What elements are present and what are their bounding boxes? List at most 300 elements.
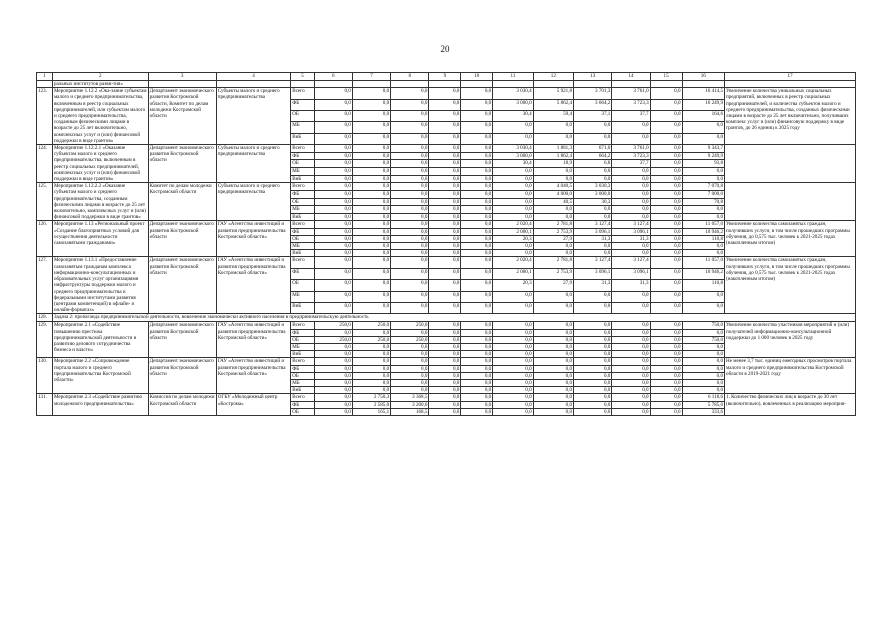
budget-value: 0,0 <box>533 387 573 394</box>
budget-value: 3 723,3 <box>612 152 650 160</box>
budget-value: 0,0 <box>352 190 390 198</box>
budget-value: 0,0 <box>650 322 682 329</box>
budget-value: 0,0 <box>612 322 650 329</box>
budget-value: 9 249,9 <box>682 152 725 160</box>
budget-value: 0,0 <box>612 372 650 379</box>
budget-value: 0,0 <box>650 160 682 168</box>
budget-value: 0,0 <box>461 221 493 228</box>
budget-value: 0,0 <box>533 394 573 401</box>
budget-value: 0,0 <box>461 372 493 379</box>
budget-value: 0,0 <box>493 387 533 394</box>
budget-value: 0,0 <box>650 183 682 191</box>
budget-value: 0,0 <box>461 122 493 133</box>
budget-value: 0,0 <box>352 243 390 250</box>
budget-value: 0,0 <box>314 206 352 214</box>
budget-value: 0,0 <box>391 228 429 235</box>
budget-value: 0,0 <box>461 250 493 257</box>
task-text: Задача 2: пропаганда предпринимательской деятельности, вовлечение экономически активного населения в предпринимательскую деятельность <box>52 314 855 322</box>
budget-value: 0,0 <box>461 387 493 394</box>
budget-value: 16 414,5 <box>682 88 725 99</box>
budget-value: 0,0 <box>461 110 493 121</box>
budget-value: 0,0 <box>650 336 682 343</box>
empty-cell <box>429 81 461 88</box>
budget-value: 0,0 <box>391 160 429 168</box>
budget-value: 0,0 <box>493 167 533 175</box>
budget-value: 0,0 <box>391 291 429 302</box>
budget-value: 0,0 <box>429 365 461 372</box>
measure-name: Мероприятие 2.2 «Сопровождение портала малого и среднего предпринимательства Костромской области» <box>52 358 148 394</box>
budget-value: 0,0 <box>682 351 725 358</box>
budget-value: 671,0 <box>574 145 612 153</box>
budget-value: 3 701,3 <box>574 88 612 99</box>
budget-value: 0,0 <box>574 329 612 336</box>
budget-value: 0,0 <box>682 302 725 313</box>
source-label: Всего <box>291 358 314 365</box>
budget-value: 0,0 <box>682 167 725 175</box>
budget-value: 0,0 <box>461 198 493 206</box>
budget-value: 0,0 <box>429 250 461 257</box>
budget-value: 0,0 <box>533 358 573 365</box>
column-number: 17 <box>725 73 856 81</box>
budget-value: 20,3 <box>493 280 533 291</box>
executor: Департамент экономического развития Костромской области <box>148 358 216 394</box>
source-label: МБ <box>291 122 314 133</box>
budget-value: 0,0 <box>461 280 493 291</box>
budget-value: 0,0 <box>650 122 682 133</box>
budget-value: 0,0 <box>650 358 682 365</box>
executor: Комиссия по делам молодежи Костромской области <box>148 394 216 416</box>
budget-value: 0,0 <box>352 88 390 99</box>
executor: Департамент экономического развития Костромской области, Комитет по делам молодежи Костромской области <box>148 88 216 145</box>
budget-value: 0,0 <box>612 365 650 372</box>
continuation-text: ральных институтов разви-тия» <box>52 81 148 88</box>
budget-value: 3 127,4 <box>574 257 612 268</box>
budget-value: 0,0 <box>682 206 725 214</box>
budget-value: 0,0 <box>352 250 390 257</box>
budget-value: 0,0 <box>314 235 352 242</box>
budget-value: 0,0 <box>429 358 461 365</box>
row-number: 126. <box>37 221 53 257</box>
measure-name: Мероприятие 1.13.1 «Предоставление самозанятым гражданам комплекса информационно-консультационных и образовательных услуг организациями инфраструктуры поддержки малого и среднего предпринимательства и федеральными институтами развития (центрами компетенций) в офлайн- и онлайн-форматах» <box>52 257 148 314</box>
budget-value: 0,0 <box>429 401 461 408</box>
budget-value: 0,0 <box>314 183 352 191</box>
budget-value: 0,0 <box>574 351 612 358</box>
budget-value: 0,0 <box>352 122 390 133</box>
expected-result: 1. Количество физических лиц в возрасте до 30 лет (включительно), вовлеченных в реализацию мероприя- <box>725 394 856 416</box>
source-label: ОБ <box>291 408 314 415</box>
source-label: ОБ <box>291 110 314 121</box>
budget-value: 0,0 <box>352 99 390 110</box>
budget-value: 0,0 <box>574 167 612 175</box>
budget-value: 0,0 <box>612 198 650 206</box>
budget-value: 30,4 <box>493 110 533 121</box>
budget-value: 2 020,4 <box>493 221 533 228</box>
budget-value: 0,0 <box>533 122 573 133</box>
source-label: МБ <box>291 243 314 250</box>
budget-value: 18,9 <box>533 160 573 168</box>
budget-value: 27,9 <box>533 280 573 291</box>
budget-value: 0,0 <box>314 190 352 198</box>
budget-value: 0,0 <box>493 322 533 329</box>
budget-value: 0,0 <box>650 401 682 408</box>
expected-result: Увеличение количества самозанятых граждан, получивших услуги, в том числе прошедших программы обучения, до 0,575 тыс. человек к 2021-2025 годах (накопленным итогом) <box>725 257 856 314</box>
budget-value: 11 057,0 <box>682 257 725 268</box>
budget-value: 0,0 <box>429 372 461 379</box>
budget-value: 0,0 <box>612 329 650 336</box>
budget-value: 0,0 <box>493 122 533 133</box>
budget-value: 30,4 <box>493 160 533 168</box>
budget-value: 0,0 <box>352 280 390 291</box>
budget-value: 0,0 <box>574 365 612 372</box>
budget-value: 0,0 <box>493 379 533 386</box>
source-label: ВнБ <box>291 250 314 257</box>
recipient: ОГБУ «Молодежный центр «Кострома» <box>216 394 290 416</box>
budget-value: 0,0 <box>461 183 493 191</box>
budget-value: 0,0 <box>461 268 493 279</box>
budget-value: 0,0 <box>314 291 352 302</box>
table-row <box>37 322 856 329</box>
budget-value: 0,0 <box>352 198 390 206</box>
budget-value: 0,0 <box>429 387 461 394</box>
budget-value: 0,0 <box>429 122 461 133</box>
source-label: ОБ <box>291 280 314 291</box>
budget-value: 0,0 <box>314 175 352 183</box>
budget-value: 110,8 <box>682 280 725 291</box>
budget-value: 0,0 <box>612 167 650 175</box>
budget-value: 3 127,4 <box>574 221 612 228</box>
budget-value: 0,0 <box>533 343 573 350</box>
budget-value: 0,0 <box>352 379 390 386</box>
page-number: 20 <box>440 44 450 54</box>
source-label: ОБ <box>291 235 314 242</box>
budget-value: 0,0 <box>650 280 682 291</box>
budget-value: 0,0 <box>391 280 429 291</box>
budget-value: 0,0 <box>650 213 682 221</box>
budget-value: 0,0 <box>493 394 533 401</box>
budget-value: 0,0 <box>352 372 390 379</box>
budget-value: 0,0 <box>574 175 612 183</box>
budget-value: 0,0 <box>650 167 682 175</box>
source-label: ОБ <box>291 336 314 343</box>
budget-value: 110,8 <box>682 235 725 242</box>
budget-value: 0,0 <box>314 394 352 401</box>
budget-value: 0,0 <box>391 99 429 110</box>
budget-value: 250,0 <box>352 322 390 329</box>
budget-value: 0,0 <box>352 235 390 242</box>
column-number: 13 <box>574 73 612 81</box>
source-label: ВнБ <box>291 175 314 183</box>
budget-value: 27,9 <box>533 235 573 242</box>
budget-value: 0,0 <box>533 336 573 343</box>
budget-value: 0,0 <box>429 99 461 110</box>
budget-value: 0,0 <box>533 329 573 336</box>
budget-value: 0,0 <box>612 183 650 191</box>
budget-value: 0,0 <box>493 401 533 408</box>
budget-value: 0,0 <box>650 365 682 372</box>
expected-result <box>725 183 856 221</box>
budget-value: 0,0 <box>352 268 390 279</box>
budget-value: 0,0 <box>682 358 725 365</box>
budget-value: 0,0 <box>352 291 390 302</box>
budget-value: 0,0 <box>612 343 650 350</box>
budget-value: 0,0 <box>314 110 352 121</box>
budget-value: 2 753,9 <box>533 228 573 235</box>
budget-value: 0,0 <box>682 379 725 386</box>
budget-value: 0,0 <box>429 243 461 250</box>
budget-value: 0,0 <box>461 190 493 198</box>
budget-value: 0,0 <box>493 190 533 198</box>
budget-value: 0,0 <box>314 302 352 313</box>
budget-value: 0,0 <box>574 250 612 257</box>
recipient: ГАУ «Агентство инвестиций и развития предпринимательства Костромской области» <box>216 221 290 257</box>
budget-value: 0,0 <box>461 175 493 183</box>
budget-value: 0,0 <box>461 99 493 110</box>
budget-value: 0,0 <box>612 351 650 358</box>
budget-value: 164,6 <box>682 110 725 121</box>
empty-cell <box>291 81 314 88</box>
budget-value: 0,0 <box>429 88 461 99</box>
budget-value: 3 127,4 <box>612 221 650 228</box>
executor: Департамент экономического развития Костромской области <box>148 322 216 358</box>
budget-value: 0,0 <box>682 250 725 257</box>
empty-cell <box>493 81 533 88</box>
budget-value: 0,0 <box>461 160 493 168</box>
empty-cell <box>216 81 290 88</box>
budget-value: 0,0 <box>314 268 352 279</box>
budget-value: 750,0 <box>682 336 725 343</box>
budget-value: 0,0 <box>574 401 612 408</box>
source-label: ФБ <box>291 329 314 336</box>
budget-value: 3 723,3 <box>612 99 650 110</box>
budget-value: 0,0 <box>612 379 650 386</box>
budget-value: 0,0 <box>391 302 429 313</box>
budget-value: 0,0 <box>352 221 390 228</box>
empty-cell <box>682 81 725 88</box>
budget-value: 0,0 <box>314 167 352 175</box>
source-label: ФБ <box>291 365 314 372</box>
budget-value: 0,0 <box>314 401 352 408</box>
budget-value: 0,0 <box>612 401 650 408</box>
budget-value: 0,0 <box>314 358 352 365</box>
measure-name: Мероприятие 1.13 «Региональный проект «Создание благоприятных условий для осуществления деятельности самозанятыми гражданами» <box>52 221 148 257</box>
budget-value: 0,0 <box>461 401 493 408</box>
budget-value: 0,0 <box>533 351 573 358</box>
budget-value: 0,0 <box>314 387 352 394</box>
budget-value: 0,0 <box>352 110 390 121</box>
budget-value: 0,0 <box>612 122 650 133</box>
budget-value: 0,0 <box>682 365 725 372</box>
budget-value: 0,0 <box>461 365 493 372</box>
budget-value: 0,0 <box>493 372 533 379</box>
budget-value: 0,0 <box>650 206 682 214</box>
budget-value: 0,0 <box>461 133 493 144</box>
budget-value: 0,0 <box>493 336 533 343</box>
budget-value: 0,0 <box>391 250 429 257</box>
budget-value: 0,0 <box>650 88 682 99</box>
budget-value: 30,3 <box>574 198 612 206</box>
budget-value: 0,0 <box>391 167 429 175</box>
budget-value: 0,0 <box>650 387 682 394</box>
budget-value: 0,0 <box>612 336 650 343</box>
budget-value: 0,0 <box>391 183 429 191</box>
budget-value: 0,0 <box>352 175 390 183</box>
budget-value: 0,0 <box>429 329 461 336</box>
row-number: 124. <box>37 145 53 183</box>
source-label: МБ <box>291 343 314 350</box>
budget-value: 0,0 <box>429 257 461 268</box>
budget-value: 0,0 <box>574 206 612 214</box>
budget-value: 0,0 <box>461 145 493 153</box>
budget-value: 0,0 <box>461 167 493 175</box>
budget-value: 0,0 <box>352 302 390 313</box>
expected-result: Увеличение количества самозанятых граждан, получивших услуги, в том числе прошедших программы обучения, до 0,575 тыс. человек к 2021-2025 годах (накопленным итогом) <box>725 221 856 257</box>
budget-value: 0,0 <box>574 213 612 221</box>
budget-value: 0,0 <box>493 243 533 250</box>
budget-value: 0,0 <box>314 160 352 168</box>
column-number: 1 <box>37 73 53 81</box>
column-number: 2 <box>52 73 148 81</box>
budget-value: 0,0 <box>493 329 533 336</box>
budget-value: 10 946,2 <box>682 228 725 235</box>
budget-value: 0,0 <box>574 379 612 386</box>
recipient: Субъекты малого и среднего предпринимательства <box>216 183 290 221</box>
budget-value: 3 096,1 <box>612 228 650 235</box>
budget-value: 0,0 <box>533 379 573 386</box>
budget-value: 3 664,2 <box>574 99 612 110</box>
budget-value: 5 921,8 <box>533 88 573 99</box>
table-row <box>37 358 856 365</box>
budget-value: 59,4 <box>533 110 573 121</box>
budget-value: 0,0 <box>429 379 461 386</box>
budget-value: 0,0 <box>461 351 493 358</box>
budget-value: 0,0 <box>650 257 682 268</box>
expected-result: Не менее 3,7 тыс. единиц ежегодных просмотров портала малого и среднего предпринимательства Костромской области в 2019-2021 году <box>725 358 856 394</box>
budget-value: 250,0 <box>352 336 390 343</box>
budget-value: 0,0 <box>493 351 533 358</box>
column-number: 14 <box>612 73 650 81</box>
budget-value: 0,0 <box>461 228 493 235</box>
budget-value: 0,0 <box>461 379 493 386</box>
budget-value: 0,0 <box>314 221 352 228</box>
budget-value: 31,3 <box>574 235 612 242</box>
budget-value: 0,0 <box>429 167 461 175</box>
budget-value: 0,0 <box>493 358 533 365</box>
budget-value: 0,0 <box>391 387 429 394</box>
budget-value: 70,8 <box>682 198 725 206</box>
table-row <box>37 88 856 99</box>
budget-value: 0,0 <box>429 190 461 198</box>
budget-value: 0,0 <box>682 122 725 133</box>
budget-value: 250,0 <box>314 322 352 329</box>
budget-value: 0,0 <box>391 198 429 206</box>
budget-value: 20,3 <box>493 235 533 242</box>
budget-value: 0,0 <box>391 152 429 160</box>
budget-value: 0,0 <box>650 379 682 386</box>
budget-value: 0,0 <box>650 351 682 358</box>
measure-name: Мероприятие 1.12.2.2 «Оказание субъектам малого и среднего предпринимательства, созданным физическими лицами в возрасте до 25 лет включительно, комплексных услуг и (или) финансовой поддержки в виде грантов» <box>52 183 148 221</box>
column-number: 16 <box>682 73 725 81</box>
budget-value: 0,0 <box>314 88 352 99</box>
budget-value: 0,0 <box>314 343 352 350</box>
budget-value: 0,0 <box>391 235 429 242</box>
budget-value: 0,0 <box>461 336 493 343</box>
budget-value: 0,0 <box>391 268 429 279</box>
budget-value: 0,0 <box>461 302 493 313</box>
budget-value: 40,5 <box>533 198 573 206</box>
budget-value: 0,0 <box>612 358 650 365</box>
budget-value: 2 750,3 <box>352 394 390 401</box>
measure-name: Мероприятие 1.12.2.1 «Оказание субъектам малого и среднего предпринимательства, включенным в реестр социальных предпринимателей, комплексных услуг и (или) финансовой поддержки в виде грантов» <box>52 145 148 183</box>
budget-value: 9 343,7 <box>682 145 725 153</box>
source-label: Всего <box>291 145 314 153</box>
column-number: 6 <box>314 73 352 81</box>
budget-value: 2 000,1 <box>493 268 533 279</box>
budget-value: 3 096,1 <box>612 268 650 279</box>
budget-value: 0,0 <box>352 206 390 214</box>
budget-value: 11 057,0 <box>682 221 725 228</box>
budget-value: 0,0 <box>612 408 650 415</box>
budget-value: 0,0 <box>533 167 573 175</box>
budget-value: 0,0 <box>493 213 533 221</box>
source-label: Всего <box>291 394 314 401</box>
budget-value: 0,0 <box>391 175 429 183</box>
budget-value: 2 781,8 <box>533 221 573 228</box>
budget-value: 0,0 <box>391 257 429 268</box>
source-label: Всего <box>291 322 314 329</box>
column-number: 11 <box>493 73 533 81</box>
budget-value: 0,0 <box>533 213 573 221</box>
budget-value: 664,2 <box>574 152 612 160</box>
source-label: Всего <box>291 183 314 191</box>
budget-value: 0,0 <box>429 351 461 358</box>
budget-value: 0,0 <box>650 152 682 160</box>
budget-value: 0,0 <box>314 257 352 268</box>
column-number: 8 <box>391 73 429 81</box>
source-label: ВнБ <box>291 302 314 313</box>
budget-value: 0,0 <box>650 110 682 121</box>
budget-value: 5 862,4 <box>533 99 573 110</box>
budget-value: 0,0 <box>352 167 390 175</box>
budget-value: 0,0 <box>682 213 725 221</box>
budget-value: 0,0 <box>314 198 352 206</box>
budget-value: 0,0 <box>314 243 352 250</box>
budget-value: 0,0 <box>429 206 461 214</box>
budget-value: 0,0 <box>391 206 429 214</box>
measure-name: Мероприятие 2.3 «Содействие развитию молодежного предпринимательства» <box>52 394 148 416</box>
source-label: ФБ <box>291 99 314 110</box>
budget-value: 0,0 <box>682 387 725 394</box>
empty-cell <box>533 81 573 88</box>
budget-value: 0,0 <box>612 175 650 183</box>
budget-value: 3 030,4 <box>493 145 533 153</box>
budget-value: 0,0 <box>391 379 429 386</box>
budget-value: 1 881,3 <box>533 145 573 153</box>
budget-value: 0,0 <box>612 133 650 144</box>
recipient: Субъекты малого и среднего предпринимательства <box>216 145 290 183</box>
continuation-row <box>37 81 856 88</box>
budget-value: 0,0 <box>352 257 390 268</box>
budget-value: 7 070,8 <box>682 183 725 191</box>
executor: Департамент экономического развития Костромской области <box>148 145 216 183</box>
budget-value: 2 020,4 <box>493 257 533 268</box>
source-label: МБ <box>291 167 314 175</box>
recipient: ГАУ «Агентство инвестиций и развития предпринимательства Костромской области» <box>216 358 290 394</box>
budget-value: 0,0 <box>493 133 533 144</box>
budget-value: 0,0 <box>574 336 612 343</box>
budget-value: 0,0 <box>650 408 682 415</box>
budget-value: 0,0 <box>533 291 573 302</box>
budget-value: 0,0 <box>429 221 461 228</box>
